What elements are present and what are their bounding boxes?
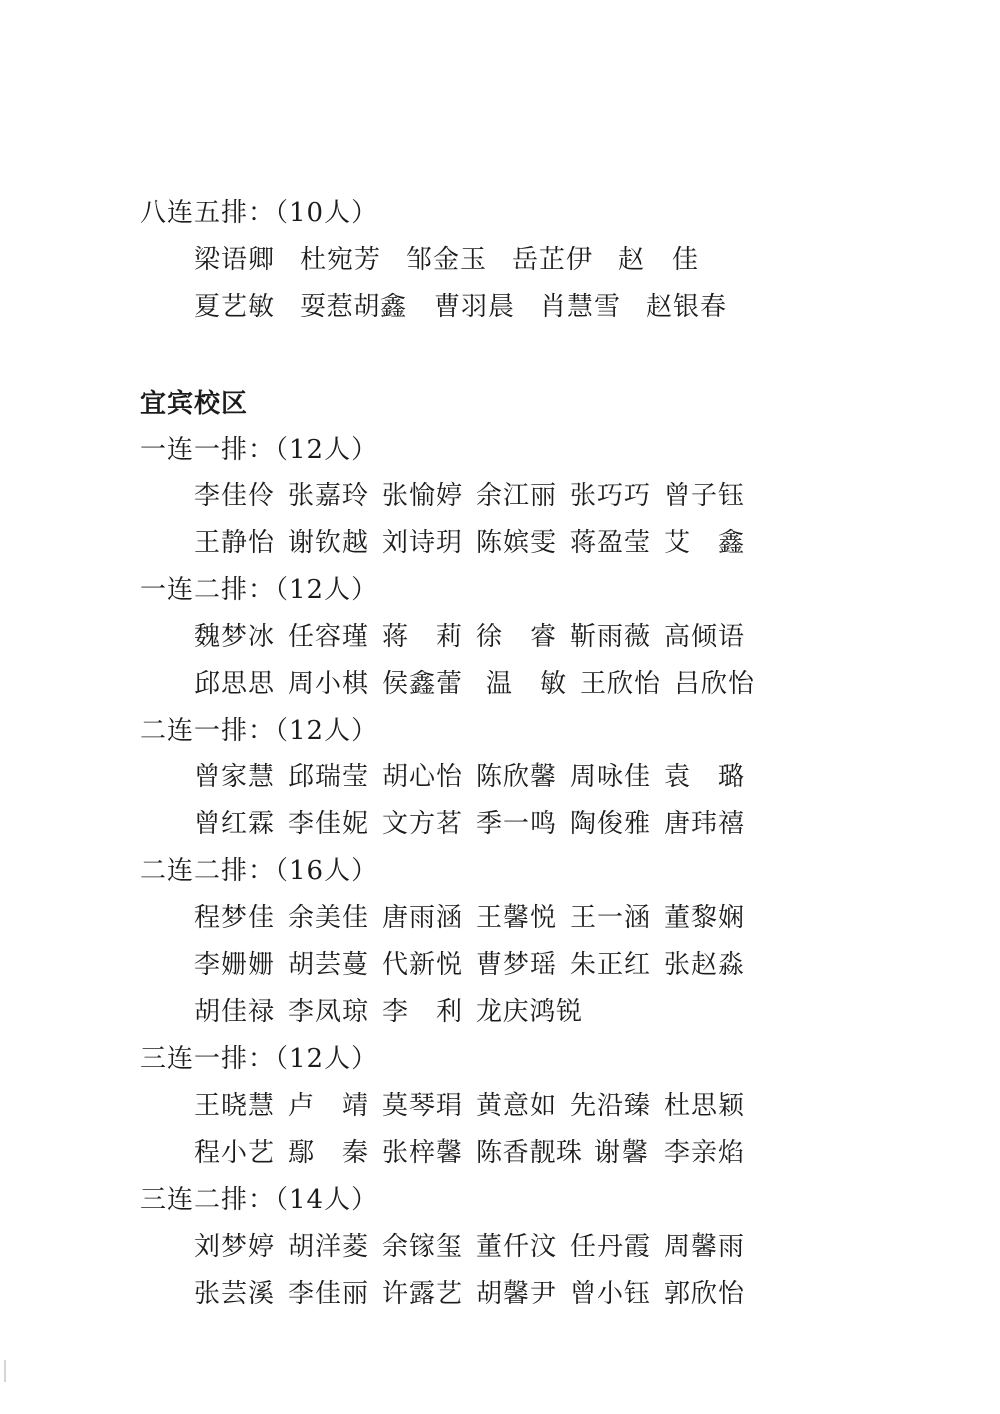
student-name: 张 愉 婷 <box>382 481 462 511</box>
student-name: 张 赵 淼 <box>664 950 744 980</box>
platoon-heading: 二连一排：（12人） <box>140 716 379 746</box>
student-name: 邱 思 思 <box>194 669 274 699</box>
student-name: 王 晓 慧 <box>194 1091 274 1121</box>
student-name: 余 镓 玺 <box>382 1232 462 1262</box>
student-name: 任 容 瑾 <box>288 622 368 652</box>
student-name: 张 芸 溪 <box>194 1279 274 1309</box>
student-name: 侯 鑫 蕾 <box>382 669 462 699</box>
student-name: 鄢 秦 <box>288 1138 368 1168</box>
student-name: 梁 语 卿 <box>194 245 274 275</box>
student-name: 艾 鑫 <box>664 528 744 558</box>
student-name: 李 亲 焰 <box>664 1138 744 1168</box>
platoon-heading: 二连二排：（16人） <box>140 856 379 886</box>
student-name: 程 小 艺 <box>194 1138 274 1168</box>
student-name: 张 巧 巧 <box>570 481 650 511</box>
student-name: 吕 欣 怡 <box>674 669 754 699</box>
student-name: 温 敏 <box>486 669 566 699</box>
student-name: 赵 银 春 <box>646 292 726 322</box>
student-name: 王 馨 悦 <box>476 903 556 933</box>
student-name: 胡 佳 禄 <box>194 997 274 1027</box>
student-name: 唐 雨 涵 <box>382 903 462 933</box>
student-name: 王 欣 怡 <box>580 669 660 699</box>
student-name: 夏 艺 敏 <box>194 292 274 322</box>
student-name: 蒋 盈 莹 <box>570 528 650 558</box>
student-name: 陈 欣 馨 <box>476 762 556 792</box>
student-name: 胡 馨 尹 <box>476 1279 556 1309</box>
student-name: 袁 璐 <box>664 762 744 792</box>
student-name: 李 佳 妮 <box>288 809 368 839</box>
student-name: 谢 钦 越 <box>288 528 368 558</box>
platoon-heading: 一连二排：（12人） <box>140 575 379 605</box>
student-name: 余 江 丽 <box>476 481 556 511</box>
student-name: 刘 梦 婷 <box>194 1232 274 1262</box>
student-name: 邹 金 玉 <box>406 245 486 275</box>
student-name: 周 小 棋 <box>288 669 368 699</box>
student-name: 任 丹 霞 <box>570 1232 650 1262</box>
student-name: 曹 梦 瑶 <box>476 950 556 980</box>
student-name: 曾 子 钰 <box>664 481 744 511</box>
student-name: 董 黎 娴 <box>664 903 744 933</box>
student-name: 岳 芷 伊 <box>512 245 592 275</box>
student-name: 卢 靖 <box>288 1091 368 1121</box>
student-name: 胡 心 怡 <box>382 762 462 792</box>
student-name: 季 一 鸣 <box>476 809 556 839</box>
student-name: 李 利 <box>382 997 462 1027</box>
student-name: 莫 琴 琄 <box>382 1091 462 1121</box>
student-name: 耍 惹 胡 鑫 <box>300 292 406 322</box>
student-name: 肖 慧 雪 <box>540 292 620 322</box>
student-name: 龙 庆 鸿 锐 <box>476 997 582 1027</box>
student-name: 代 新 悦 <box>382 950 462 980</box>
student-name: 王 静 怡 <box>194 528 274 558</box>
student-name: 周 馨 雨 <box>664 1232 744 1262</box>
student-name: 邱 瑞 莹 <box>288 762 368 792</box>
student-name: 张 梓 馨 <box>382 1138 462 1168</box>
student-name: 曾 小 钰 <box>570 1279 650 1309</box>
student-name: 胡 洋 菱 <box>288 1232 368 1262</box>
student-name: 董 仟 汶 <box>476 1232 556 1262</box>
student-name: 陈 嫔 雯 <box>476 528 556 558</box>
student-name: 程 梦 佳 <box>194 903 274 933</box>
student-name: 王 一 涵 <box>570 903 650 933</box>
campus-title: 宜宾校区 <box>140 389 249 419</box>
student-name: 李 佳 丽 <box>288 1279 368 1309</box>
scan-margin-mark <box>4 1360 6 1382</box>
platoon-heading: 三连二排：（14人） <box>140 1185 379 1215</box>
platoon-heading: 三连一排：（12人） <box>140 1044 379 1074</box>
platoon-heading: 一连一排：（12人） <box>140 435 379 465</box>
student-name: 曹 羽 晨 <box>434 292 514 322</box>
student-name: 李 凤 琼 <box>288 997 368 1027</box>
student-name: 李 佳 伶 <box>194 481 274 511</box>
student-name: 许 露 艺 <box>382 1279 462 1309</box>
student-name: 高 倾 语 <box>664 622 744 652</box>
student-name: 陶 俊 雅 <box>570 809 650 839</box>
student-name: 朱 正 红 <box>570 950 650 980</box>
student-name: 杜 宛 芳 <box>300 245 380 275</box>
student-name: 赵 佳 <box>618 245 698 275</box>
student-name: 胡 芸 蔓 <box>288 950 368 980</box>
student-name: 靳 雨 薇 <box>570 622 650 652</box>
student-name: 刘 诗 玥 <box>382 528 462 558</box>
platoon-heading: 八连五排：（10人） <box>140 198 379 228</box>
student-name: 杜 思 颖 <box>664 1091 744 1121</box>
student-name: 黄 意 如 <box>476 1091 556 1121</box>
student-name: 唐 玮 禧 <box>664 809 744 839</box>
student-name: 郭 欣 怡 <box>664 1279 744 1309</box>
student-name: 曾 家 慧 <box>194 762 274 792</box>
student-name: 周 咏 佳 <box>570 762 650 792</box>
student-name: 余 美 佳 <box>288 903 368 933</box>
student-name: 陈 香 靓 珠 <box>476 1138 582 1168</box>
student-name: 蒋 莉 <box>382 622 462 652</box>
student-name: 李 姗 姗 <box>194 950 274 980</box>
student-name: 曾 红 霖 <box>194 809 274 839</box>
student-name: 先 沿 臻 <box>570 1091 650 1121</box>
student-name: 文 方 茗 <box>382 809 462 839</box>
student-name: 魏 梦 冰 <box>194 622 274 652</box>
student-name: 徐 睿 <box>476 622 556 652</box>
student-name: 张 嘉 玲 <box>288 481 368 511</box>
student-name: 谢 馨 <box>594 1138 648 1168</box>
